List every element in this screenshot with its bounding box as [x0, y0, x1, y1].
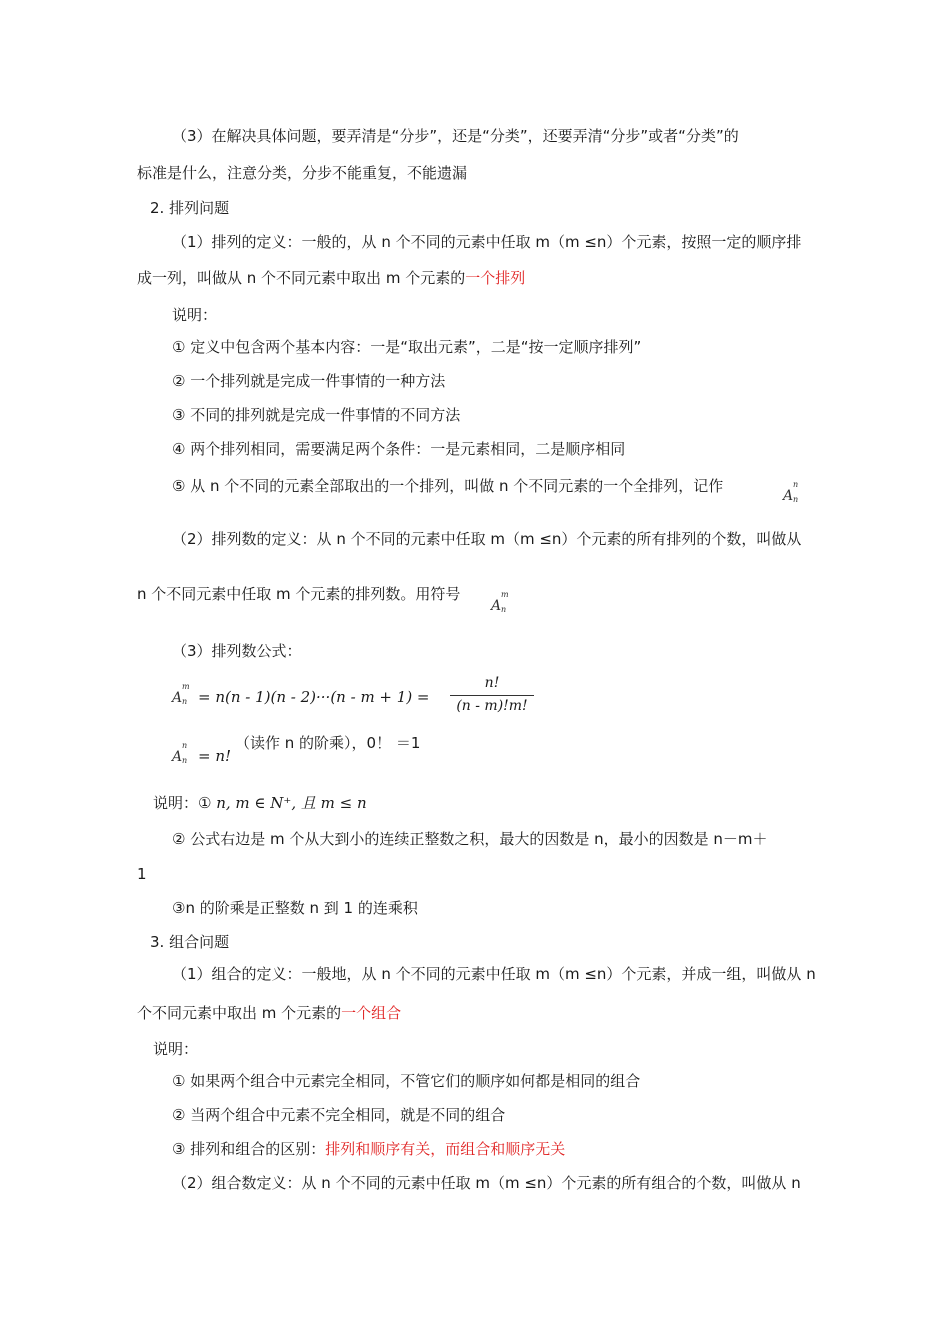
perm-note-4: ④ 两个排列相同，需要满足两个条件：一是元素相同，二是顺序相同	[172, 440, 626, 458]
comb-num-def-line1: （2）组合数定义：从 n 个不同的元素中任取 m（m ≤n）个元素的所有组合的个数，叫做从 n	[172, 1174, 801, 1192]
formula-note-1	[153, 793, 367, 813]
symbol-base: A	[172, 749, 183, 765]
perm-def-highlight: 一个排列	[465, 269, 526, 287]
fraction-numerator: n!	[484, 675, 500, 691]
comb-def-highlight: 一个组合	[341, 1004, 402, 1022]
fraction-bar	[450, 695, 534, 696]
para-3-line1: （3）在解决具体问题，要弄清是“分步”，还是“分类”，还要弄清“分步”或者“分类”的	[172, 127, 739, 145]
formula-note-2-line2: 1	[137, 865, 147, 883]
comb-note-1: ① 如果两个组合中元素完全相同，不管它们的顺序如何都是相同的组合	[172, 1072, 641, 1090]
symbol-sup: m	[182, 682, 190, 691]
formula-symbol-A-n-n	[172, 741, 188, 765]
formula-note-condition: n, m ∈ N⁺, 且 m ≤ n	[216, 794, 367, 812]
perm-def-line2	[137, 268, 525, 288]
formula-note-3: ③n 的阶乘是正整数 n 到 1 的连乘积	[172, 899, 418, 917]
formula-note-2-line1: ② 公式右边是 m 个从大到小的连续正整数之积，最大的因数是 n，最小的因数是 n－m＋	[172, 830, 768, 848]
formula-note-prefix: 说明：①	[153, 794, 212, 812]
perm-note-2: ② 一个排列就是完成一件事情的一种方法	[172, 372, 446, 390]
symbol-sub: n	[182, 697, 188, 706]
formula-symbol-A-n-m	[172, 682, 190, 706]
symbol-sub: n	[793, 495, 799, 504]
fraction-denominator: (n - m)!m!	[456, 698, 528, 714]
perm-num-def-line2: n 个不同元素中任取 m 个元素的排列数。用符号	[137, 585, 461, 603]
comb-note-3	[172, 1139, 565, 1159]
formula-product: = n(n - 1)(n - 2)···(n - m + 1) =	[198, 688, 430, 706]
symbol-base: A	[172, 690, 183, 706]
symbol-A-n-n	[783, 480, 799, 504]
comb-note-label: 说明：	[153, 1040, 199, 1058]
symbol-sup: n	[182, 741, 188, 750]
symbol-A-n-m	[491, 590, 509, 614]
perm-note-5: ⑤ 从 n 个不同的元素全部取出的一个排列，叫做 n 个不同元素的一个全排列，记作	[172, 477, 724, 495]
perm-note-3: ③ 不同的排列就是完成一件事情的不同方法	[172, 406, 461, 424]
comb-note-2: ② 当两个组合中元素不完全相同，就是不同的组合	[172, 1106, 506, 1124]
symbol-sub: n	[501, 605, 507, 614]
symbol-base: A	[491, 598, 502, 614]
formula-heading: （3）排列数公式：	[172, 642, 302, 660]
comb-def-line2	[137, 1003, 401, 1023]
comb-def-line1: （1）组合的定义：一般地，从 n 个不同的元素中任取 m（m ≤n）个元素，并成一组，叫做从 n	[172, 965, 816, 983]
perm-def-line1: （1）排列的定义：一般的，从 n 个不同的元素中任取 m（m ≤n）个元素，按照一定的顺序排	[172, 233, 802, 251]
symbol-sub: n	[182, 756, 188, 765]
symbol-sup: n	[793, 480, 799, 489]
section-2-heading: 2. 排列问题	[150, 199, 230, 217]
perm-note-1: ① 定义中包含两个基本内容：一是“取出元素”，二是“按一定顺序排列”	[172, 338, 642, 356]
para-3-line2: 标准是什么，注意分类，分步不能重复，不能遗漏	[137, 164, 468, 182]
comb-note-3-highlight: 排列和顺序有关，而组合和顺序无关	[325, 1140, 566, 1158]
perm-num-def-line1: （2）排列数的定义：从 n 个不同的元素中任取 m（m ≤n）个元素的所有排列的个数，叫做从	[172, 530, 802, 548]
comb-def-text: 个不同元素中取出 m 个元素的	[137, 1004, 342, 1022]
perm-def-text: 成一列，叫做从 n 个不同元素中取出 m 个元素的	[137, 269, 466, 287]
section-3-heading: 3. 组合问题	[150, 933, 230, 951]
formula-factorial: = n!	[198, 747, 232, 765]
comb-note-3-prefix: ③ 排列和组合的区别：	[172, 1140, 326, 1158]
factorial-note: （读作 n 的阶乘），0！ ＝1	[235, 734, 421, 752]
perm-note-label: 说明：	[172, 306, 218, 324]
symbol-base: A	[783, 488, 794, 504]
symbol-sup: m	[501, 590, 509, 599]
